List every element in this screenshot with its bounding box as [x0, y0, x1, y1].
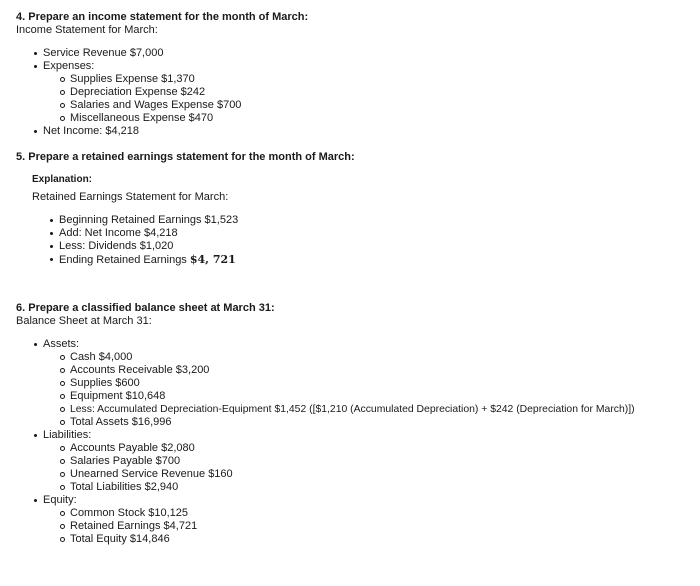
list-item: [16, 125, 241, 138]
liabilities-label: Liabilities:: [43, 429, 92, 441]
balance-sheet-title: Balance Sheet at March 31:: [16, 315, 152, 327]
section-5-heading: 5. Prepare a retained earnings statement for the month of March:: [16, 151, 355, 163]
list-item: [16, 60, 241, 125]
asset-item: Cash $4,000: [70, 351, 133, 363]
ending-retained-earnings-value: $4, 721: [189, 253, 236, 266]
list-item: [43, 377, 635, 390]
list-item: [43, 99, 241, 112]
expense-item: Depreciation Expense $242: [70, 86, 206, 98]
income-statement-list: [16, 47, 241, 138]
list-item: [32, 227, 238, 240]
income-statement-title: Income Statement for March:: [16, 24, 158, 36]
total-equity: Total Equity $14,846: [70, 533, 170, 545]
section-6-heading: 6. Prepare a classified balance sheet at March 31:: [16, 302, 275, 314]
section-4-heading: 4. Prepare an income statement for the month of March:: [16, 11, 309, 23]
list-item: [43, 442, 635, 455]
list-item: [43, 507, 635, 520]
list-item: [32, 253, 238, 267]
list-item: [43, 403, 635, 416]
equity-item: Retained Earnings $4,721: [70, 520, 198, 532]
liability-item: Salaries Payable $700: [70, 455, 181, 467]
list-item: [43, 533, 635, 546]
list-item: [43, 468, 635, 481]
liability-item: Accounts Payable $2,080: [70, 442, 195, 454]
equity-item: Common Stock $10,125: [70, 507, 189, 519]
total-assets: Total Assets $16,996: [70, 416, 172, 428]
less-dividends: Less: Dividends $1,020: [59, 240, 174, 252]
equity-label: Equity:: [43, 494, 77, 506]
list-item: [16, 494, 635, 546]
ending-retained-earnings-label: Ending Retained Earnings: [59, 254, 187, 266]
list-item: [32, 214, 238, 227]
retained-earnings-list: [32, 214, 238, 267]
expenses-label: Expenses:: [43, 60, 95, 72]
list-item: [16, 338, 635, 429]
list-item: [43, 73, 241, 86]
explanation-label: Explanation:: [32, 174, 93, 185]
net-income: Net Income: $4,218: [43, 125, 140, 137]
list-item: [32, 240, 238, 253]
list-item: [43, 520, 635, 533]
list-item: [43, 455, 635, 468]
assets-label: Assets:: [43, 338, 80, 350]
beginning-retained-earnings: Beginning Retained Earnings $1,523: [59, 214, 239, 226]
expense-item: Supplies Expense $1,370: [70, 73, 195, 85]
list-item: [43, 390, 635, 403]
expense-item: Miscellaneous Expense $470: [70, 112, 214, 124]
list-item: [43, 112, 241, 125]
asset-item: Supplies $600: [70, 377, 140, 389]
list-item: [16, 47, 241, 60]
list-item: [16, 429, 635, 494]
total-liabilities: Total Liabilities $2,940: [70, 481, 179, 493]
list-item: [43, 481, 635, 494]
expense-item: Salaries and Wages Expense $700: [70, 99, 242, 111]
asset-item: Equipment $10,648: [70, 390, 166, 402]
add-net-income: Add: Net Income $4,218: [59, 227, 178, 239]
list-item: [43, 364, 635, 377]
liability-item: Unearned Service Revenue $160: [70, 468, 233, 480]
list-item: [43, 86, 241, 99]
asset-item: Accounts Receivable $3,200: [70, 364, 210, 376]
asset-item: Less: Accumulated Depreciation-Equipment $1,452 ([$1,210 (Accumulated Depreciation) + $242 (Depreciation for March)]): [70, 404, 635, 415]
service-revenue: Service Revenue $7,000: [43, 47, 164, 59]
list-item: [43, 351, 635, 364]
retained-earnings-title: Retained Earnings Statement for March:: [32, 191, 229, 203]
balance-sheet-list: [16, 338, 635, 546]
list-item: [43, 416, 635, 429]
